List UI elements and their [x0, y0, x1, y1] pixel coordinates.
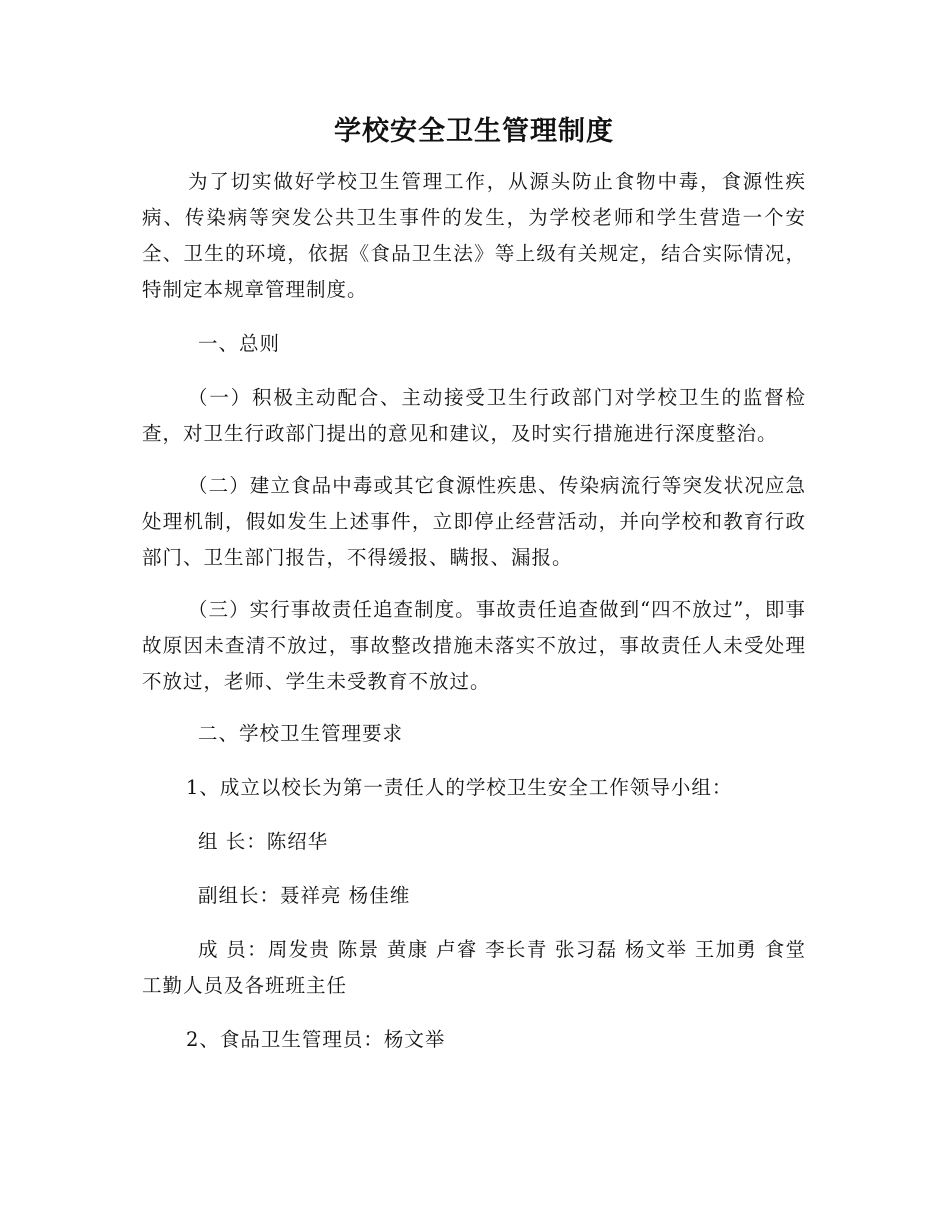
requirement-2: 2、食品卫生管理员：杨文举 — [186, 1028, 446, 1051]
team-leader: 组 长：陈绍华 — [198, 830, 329, 853]
document-title: 学校安全卫生管理制度 — [334, 116, 614, 147]
team-deputy: 副组长：聂祥亮 杨佳维 — [198, 884, 411, 907]
section-heading-general: 一、总则 — [198, 332, 281, 355]
general-item-3: （三）实行事故责任追查制度。事故责任追查做到“四不放过”，即事故原因未查清不放过，事故整改措施未落实不放过，事故责任人未受处理不放过，老师、学生未受教育不放过。 — [142, 598, 806, 693]
section-heading-requirements: 二、学校卫生管理要求 — [198, 722, 404, 745]
requirement-1: 1、成立以校长为第一责任人的学校卫生安全工作领导小组： — [186, 776, 733, 799]
team-members: 成 员：周发贵 陈景 黄康 卢睿 李长青 张习磊 杨文举 王加勇 食堂工勤人员及各班班主任 — [142, 938, 806, 997]
general-item-1: （一）积极主动配合、主动接受卫生行政部门对学校卫生的监督检查，对卫生行政部门提出的意见和建议，及时实行措施进行深度整治。 — [142, 386, 806, 445]
intro-paragraph: 为了切实做好学校卫生管理工作，从源头防止食物中毒，食源性疾病、传染病等突发公共卫生事件的发生，为学校老师和学生营造一个安全、卫生的环境，依据《食品卫生法》等上级有关规定，结合实际情况，特制定本规章管理制度。 — [142, 170, 806, 301]
document-body — [142, 112, 806, 1058]
general-item-2: （二）建立食品中毒或其它食源性疾患、传染病流行等突发状况应急处理机制，假如发生上述事件，立即停止经营活动，并向学校和教育行政部门、卫生部门报告，不得缓报、瞒报、漏报。 — [142, 474, 806, 569]
